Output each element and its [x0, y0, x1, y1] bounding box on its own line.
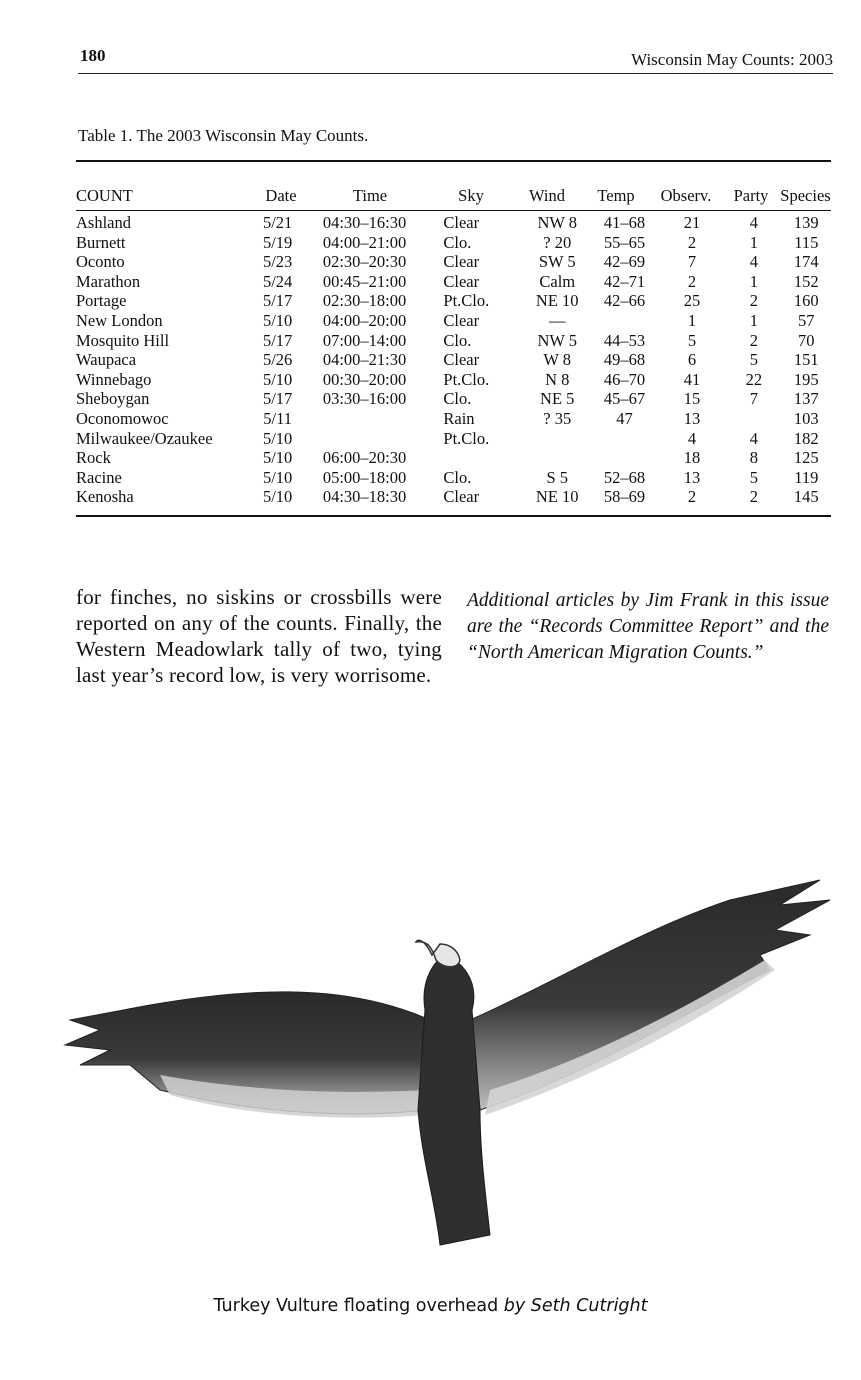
cell-parties: 4	[749, 213, 758, 232]
table-row	[76, 211, 831, 233]
cell-observers: 13	[683, 408, 701, 428]
cell-time: 00:45–21:00	[322, 271, 407, 291]
cell-wind	[523, 448, 591, 468]
cell-temp: 41–68	[603, 213, 646, 232]
cell-sky: Clo.	[443, 232, 472, 252]
cell-temp	[591, 311, 657, 331]
cell-sky: Clo.	[443, 389, 472, 409]
cell-time: 04:30–16:30	[322, 213, 407, 232]
cell-observers: 2	[687, 232, 697, 252]
cell-time	[306, 409, 424, 429]
cell-wind: NW 5	[537, 330, 578, 350]
table-caption: Table 1. The 2003 Wisconsin May Counts.	[78, 126, 369, 145]
cell-parties: 1	[749, 310, 758, 330]
cell-sky: Clear	[443, 271, 480, 291]
cell-observers: 4	[687, 428, 697, 448]
cell-sky: Clo.	[443, 467, 472, 487]
cell-species: 57	[798, 310, 815, 330]
cell-observers: 7	[687, 252, 697, 272]
cell-observers: 6	[687, 350, 697, 370]
cell-observers: 41	[683, 369, 701, 389]
cell-date: 5/19	[262, 232, 293, 252]
cell-temp: 42–69	[603, 252, 646, 272]
cell-time	[306, 429, 424, 449]
column-header-parties: Party	[733, 186, 769, 205]
cell-wind: NW 8	[537, 213, 578, 232]
page-number: 180	[80, 46, 106, 65]
cell-wind: —	[548, 310, 566, 330]
column-header-species: Species	[780, 186, 831, 205]
cell-parties: 8	[749, 448, 758, 468]
cell-count: Marathon	[76, 271, 141, 291]
cell-date: 5/11	[263, 408, 292, 428]
vulture-body	[418, 955, 490, 1245]
cell-wind: W 8	[543, 350, 572, 370]
cell-observers: 2	[687, 487, 697, 507]
cell-date: 5/23	[262, 252, 293, 272]
cell-date: 5/10	[262, 428, 293, 448]
cell-parties: 5	[749, 467, 758, 487]
cell-parties: 2	[749, 330, 758, 350]
cell-parties: 4	[749, 252, 758, 272]
table-row	[76, 272, 831, 292]
cell-temp: 44–53	[603, 330, 646, 350]
cell-date: 5/26	[262, 350, 293, 370]
table-row	[76, 233, 831, 253]
cell-count: Ashland	[76, 213, 131, 232]
table-row	[76, 331, 831, 351]
table-row	[76, 429, 831, 449]
cell-species: 103	[793, 408, 819, 428]
cell-species: 125	[793, 448, 819, 468]
cell-parties: 7	[749, 389, 758, 409]
cell-sky: Rain	[443, 408, 475, 428]
cell-sky: Pt.Clo.	[443, 369, 490, 389]
right-wing	[470, 880, 830, 1110]
cell-count: Rock	[76, 448, 111, 468]
cell-count: Winnebago	[76, 369, 152, 389]
cell-count: Milwaukee/Ozaukee	[76, 428, 213, 448]
cell-observers: 13	[683, 467, 701, 487]
cell-time: 02:30–18:00	[322, 291, 407, 311]
cell-count: Waupaca	[76, 350, 137, 370]
cell-wind: ? 20	[543, 232, 572, 252]
cell-species: 174	[793, 252, 819, 272]
cell-time: 07:00–14:00	[322, 330, 407, 350]
table-row	[76, 252, 831, 272]
header-rule	[78, 73, 833, 74]
cell-date: 5/17	[262, 330, 293, 350]
cell-parties: 1	[749, 232, 758, 252]
counts-table-wrapper	[76, 160, 831, 517]
cell-temp: 58–69	[603, 487, 646, 507]
cell-date: 5/10	[262, 467, 293, 487]
cell-count: Portage	[76, 291, 127, 311]
cell-parties	[726, 409, 781, 429]
cell-observers: 2	[687, 271, 697, 291]
cell-count: Kenosha	[76, 487, 134, 507]
cell-date: 5/24	[262, 271, 293, 291]
column-header-observers: Observ.	[660, 186, 712, 205]
counts-table	[76, 162, 831, 210]
cell-species: 119	[794, 467, 819, 487]
cell-temp: 49–68	[603, 350, 646, 370]
table-row	[76, 370, 831, 390]
table-row	[76, 311, 831, 331]
cell-count: Racine	[76, 467, 122, 487]
running-head: Wisconsin May Counts: 2003	[631, 50, 833, 69]
cell-wind: ? 35	[543, 408, 572, 428]
table-row	[76, 389, 831, 409]
cell-date: 5/10	[262, 487, 293, 507]
table-row	[76, 350, 831, 370]
figure-caption	[0, 1296, 861, 1316]
cell-temp: 55–65	[603, 232, 646, 252]
cell-species: 152	[793, 271, 819, 291]
cell-wind: SW 5	[538, 252, 576, 272]
vulture-head	[416, 940, 460, 967]
cell-observers: 25	[683, 291, 701, 311]
column-header-sky: Sky	[458, 186, 484, 205]
cell-species: 137	[793, 389, 819, 409]
cell-observers: 15	[683, 389, 701, 409]
cell-count: Sheboygan	[76, 389, 150, 409]
cell-observers: 1	[687, 310, 697, 330]
cell-wind: NE 5	[540, 389, 575, 409]
table-row	[76, 468, 831, 488]
cell-time: 00:30–20:00	[322, 369, 407, 389]
column-header-temp: Temp	[597, 186, 635, 205]
cell-temp	[591, 429, 657, 449]
cell-time: 02:30–20:30	[322, 252, 407, 272]
cell-sky: Pt.Clo.	[443, 291, 490, 311]
column-header-wind: Wind	[529, 186, 565, 205]
figure-caption-title: Turkey Vulture floating overhead	[213, 1296, 499, 1316]
cell-parties: 4	[749, 428, 758, 448]
cell-species: 151	[793, 350, 819, 370]
cell-date: 5/10	[262, 310, 293, 330]
cell-time: 04:00–20:00	[322, 310, 407, 330]
cell-temp: 42–71	[603, 271, 646, 291]
cell-count: New London	[76, 310, 163, 330]
cell-wind: Calm	[539, 271, 576, 291]
cell-wind: S 5	[546, 467, 569, 487]
cell-sky: Clear	[443, 487, 480, 507]
cell-parties: 5	[749, 350, 758, 370]
cell-wind: NE 10	[535, 291, 579, 311]
cell-date: 5/17	[262, 389, 293, 409]
author-note: Additional articles by Jim Frank in this issue are the “Records Committee Report” and the “North American Migration Counts.”	[467, 590, 829, 663]
table-row	[76, 409, 831, 429]
cell-species: 139	[793, 213, 819, 232]
cell-sky: Clear	[443, 350, 480, 370]
table-row	[76, 487, 831, 515]
cell-parties: 2	[749, 487, 758, 507]
cell-wind	[523, 429, 591, 449]
cell-observers: 21	[683, 213, 701, 232]
turkey-vulture-drawing-icon	[40, 860, 840, 1260]
cell-temp	[591, 448, 657, 468]
body-paragraph: for finches, no siskins or crossbills were reported on any of the counts. Finally, the Western Meadowlark tally of two, tying last year’s record low, is very worrisome.	[76, 585, 442, 687]
cell-count: Oconomowoc	[76, 408, 169, 428]
cell-observers: 5	[687, 330, 697, 350]
cell-count: Burnett	[76, 232, 126, 252]
cell-wind: NE 10	[535, 487, 579, 507]
cell-species: 182	[793, 428, 819, 448]
cell-species: 115	[794, 232, 819, 252]
cell-temp: 52–68	[603, 467, 646, 487]
cell-parties: 1	[749, 271, 758, 291]
table-row	[76, 448, 831, 468]
cell-time: 05:00–18:00	[322, 467, 407, 487]
cell-sky: Pt.Clo.	[443, 428, 490, 448]
cell-time: 04:00–21:30	[322, 350, 407, 370]
figure-caption-credit: by Seth Cutright	[503, 1296, 648, 1316]
cell-sky: Clo.	[443, 330, 472, 350]
cell-species: 145	[793, 487, 819, 507]
cell-date: 5/17	[262, 291, 293, 311]
table-bottom-rule	[76, 515, 831, 517]
cell-sky: Clear	[443, 310, 480, 330]
column-header-count: COUNT	[76, 186, 133, 205]
cell-wind: N 8	[545, 369, 570, 389]
counts-table-body	[76, 211, 831, 515]
cell-temp: 45–67	[603, 389, 646, 409]
cell-date: 5/10	[262, 369, 293, 389]
cell-time: 04:30–18:30	[322, 487, 407, 507]
cell-sky: Clear	[443, 252, 480, 272]
cell-temp: 42–66	[603, 291, 646, 311]
cell-sky: Clear	[443, 213, 480, 232]
cell-count: Oconto	[76, 252, 125, 272]
cell-time: 06:00–20:30	[322, 448, 407, 468]
cell-time: 04:00–21:00	[322, 232, 407, 252]
table-header-row	[76, 162, 831, 210]
cell-species: 160	[793, 291, 819, 311]
cell-temp: 47	[616, 408, 633, 428]
cell-parties: 2	[749, 291, 758, 311]
cell-date: 5/21	[262, 213, 293, 232]
column-header-time: Time	[352, 186, 388, 205]
cell-observers: 18	[683, 448, 701, 468]
cell-count: Mosquito Hill	[76, 330, 170, 350]
cell-parties: 22	[745, 369, 763, 389]
cell-date: 5/10	[262, 448, 293, 468]
table-row	[76, 291, 831, 311]
cell-time: 03:30–16:00	[322, 389, 407, 409]
column-header-date: Date	[265, 186, 297, 205]
cell-species: 195	[793, 369, 819, 389]
cell-sky	[423, 448, 523, 468]
cell-temp: 46–70	[603, 369, 646, 389]
cell-species: 70	[798, 330, 815, 350]
